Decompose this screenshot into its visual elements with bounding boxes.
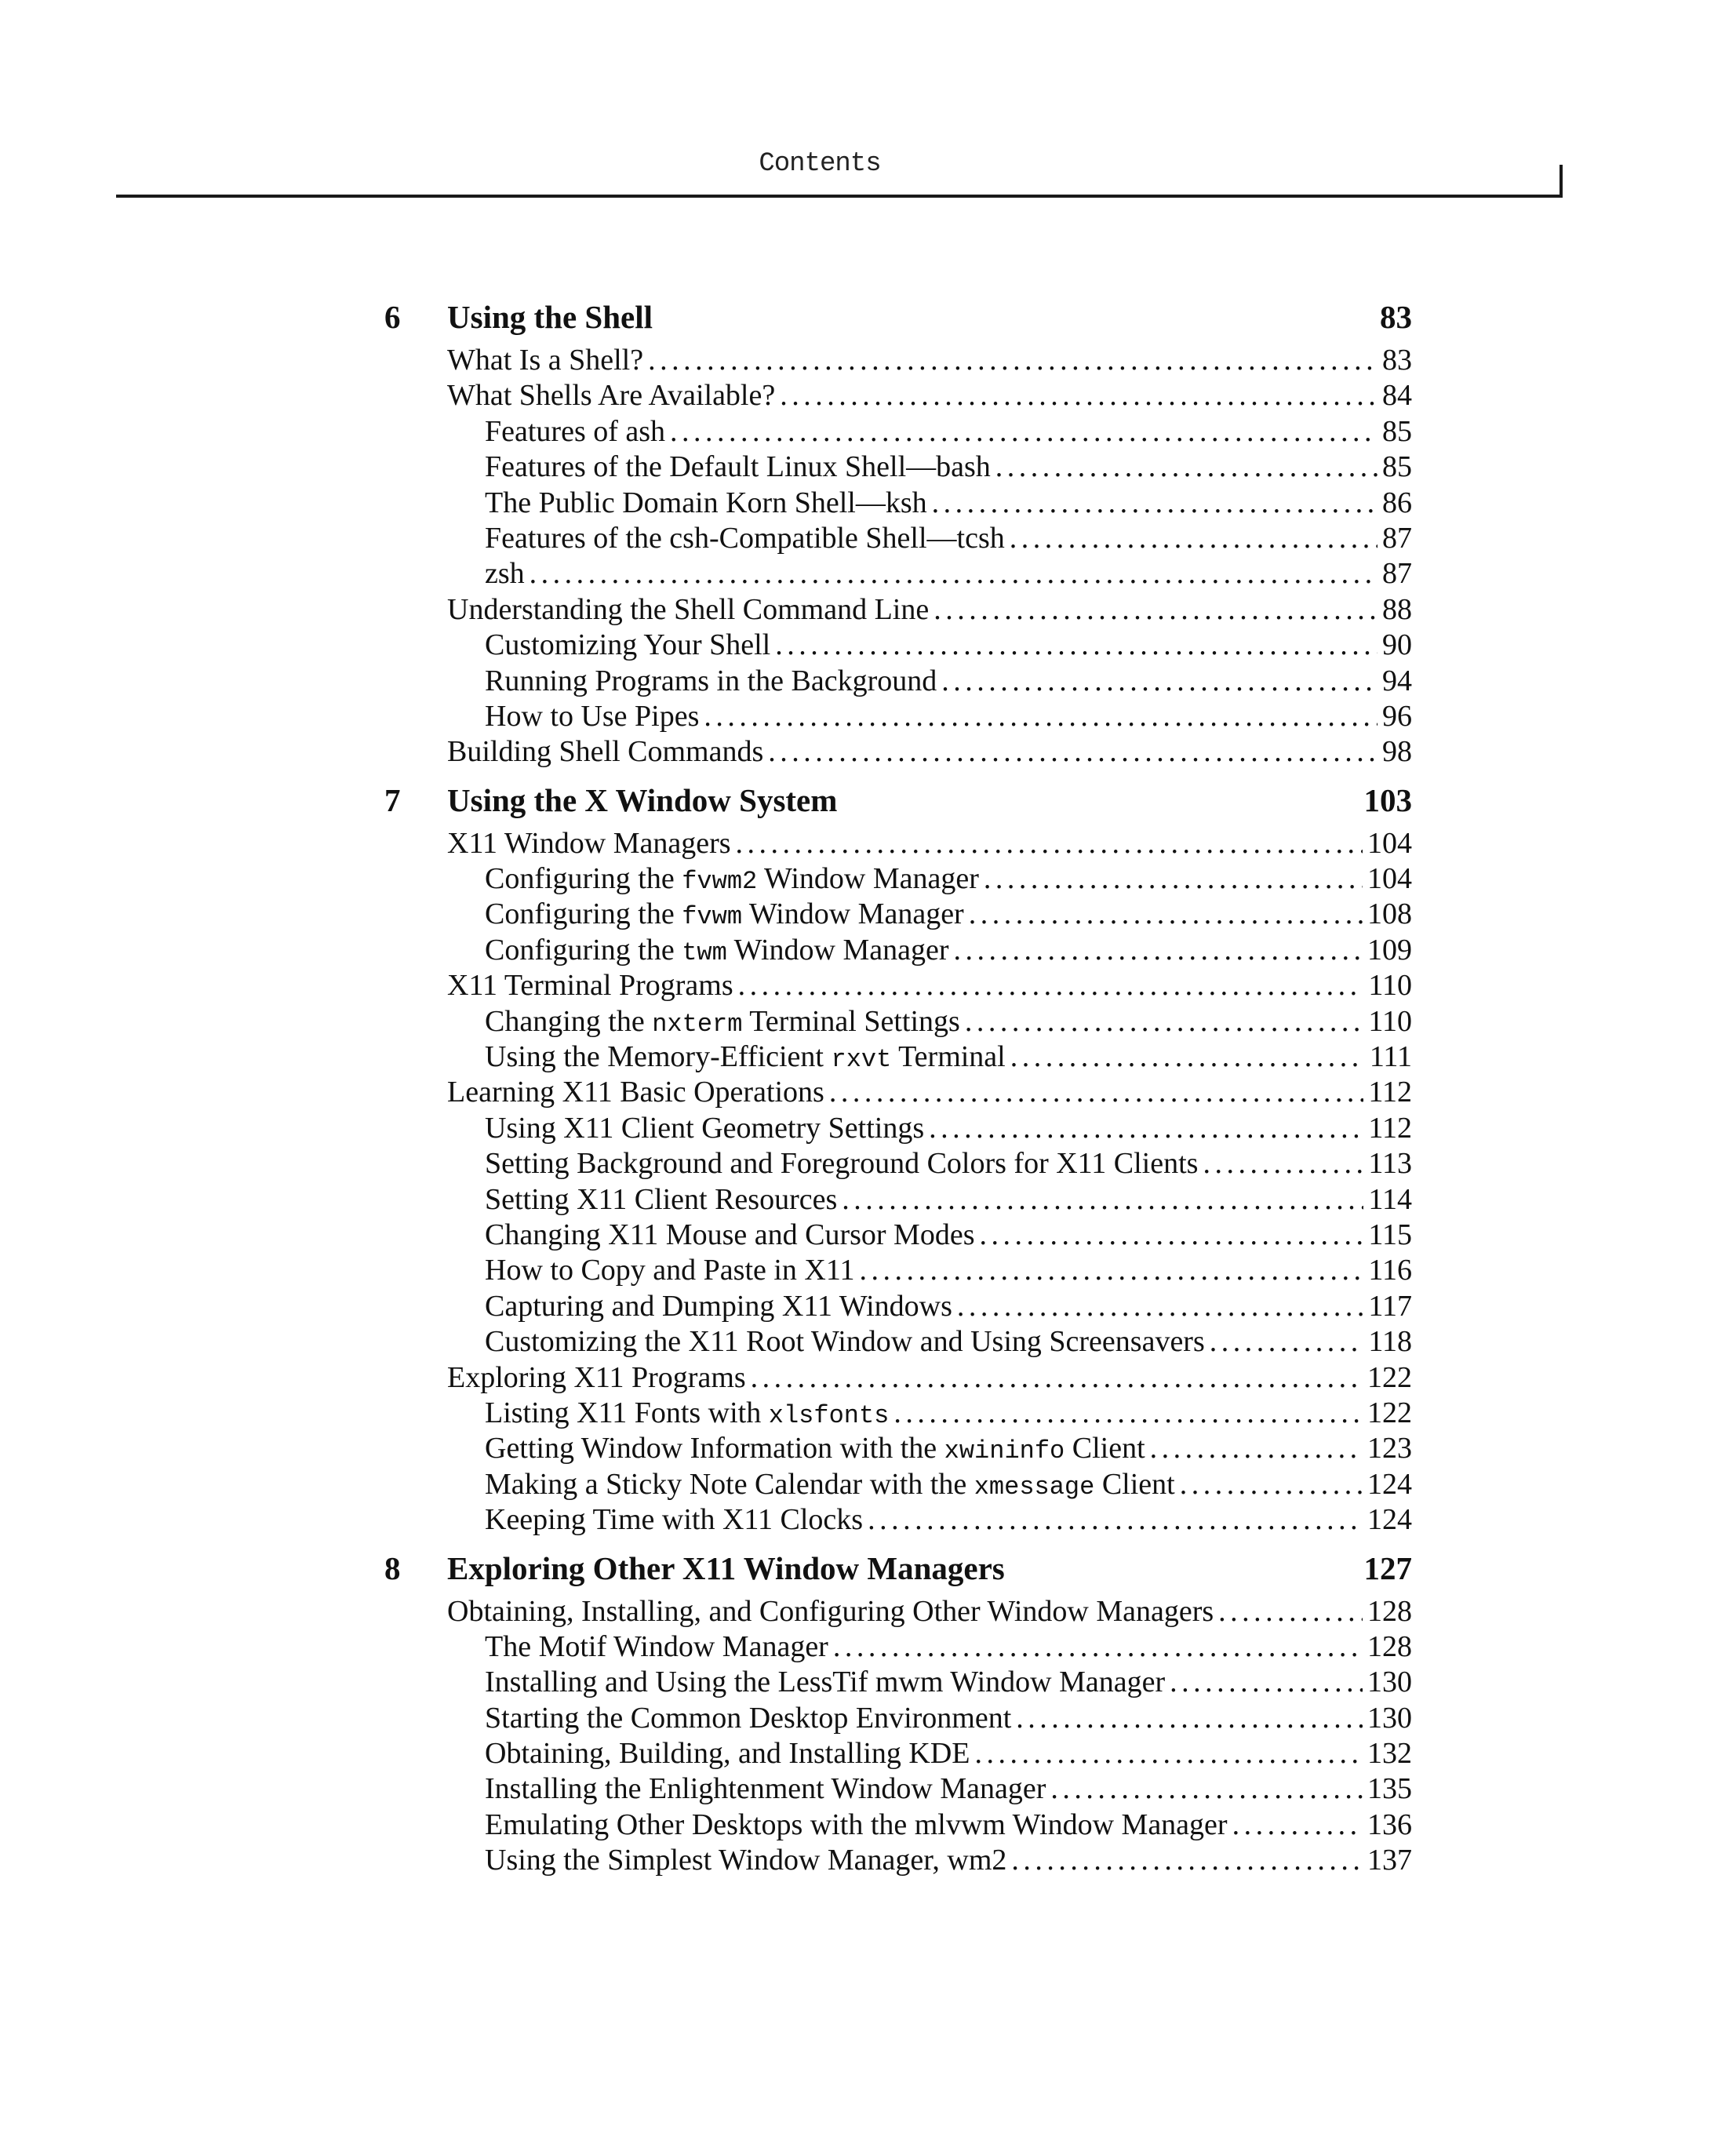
toc-entry[interactable] <box>384 486 1412 521</box>
toc-entry-text: Listing X11 Fonts with <box>485 1396 769 1429</box>
chapter-title: Using the Shell <box>447 299 653 335</box>
dot-leader <box>842 1182 1363 1218</box>
dot-leader <box>932 486 1378 521</box>
toc-entry-code-term: xmessage <box>974 1472 1095 1502</box>
toc-entry-title <box>485 1736 970 1771</box>
toc-entry-page: 83 <box>1382 344 1412 377</box>
header-rule <box>116 195 1561 198</box>
toc-entry-page: 114 <box>1368 1182 1412 1216</box>
chapter-number: 8 <box>384 1549 401 1586</box>
toc-entry-text: Client <box>1094 1467 1175 1501</box>
toc-entry-text: Terminal <box>891 1040 1006 1074</box>
toc-entry-title <box>485 861 979 899</box>
toc-entry-text: Configuring the <box>485 933 682 967</box>
toc-entry-code-term: twm <box>682 937 727 967</box>
toc-entry-title <box>485 664 937 699</box>
toc-entry-title <box>485 1808 1228 1843</box>
toc-entry[interactable] <box>384 521 1412 556</box>
toc-entry-page: 108 <box>1367 897 1412 931</box>
toc-entry-title <box>485 897 964 934</box>
chapter-page: 103 <box>1363 781 1412 818</box>
toc-entry-title <box>485 1289 952 1324</box>
toc-entry-title <box>485 628 770 663</box>
toc-entry[interactable] <box>384 1629 1412 1665</box>
toc-entry-text: Installing and Using the LessTif mwm Window Manager <box>485 1666 1166 1699</box>
toc-entry-text: Features of the csh-Compatible Shell—tcsh <box>485 521 1005 555</box>
toc-entry[interactable] <box>384 826 1412 861</box>
toc-entry-title <box>447 592 929 628</box>
toc-entry-page: 122 <box>1367 1360 1412 1394</box>
toc-entry[interactable] <box>384 1843 1412 1878</box>
dot-leader <box>969 897 1363 932</box>
toc-entry-title <box>447 1360 746 1396</box>
toc-entry-page: 104 <box>1367 862 1412 896</box>
dot-leader <box>957 1289 1364 1324</box>
toc-entry-page: 128 <box>1367 1629 1412 1663</box>
toc-entry-title <box>485 699 699 734</box>
toc-entry-text: Window Manager <box>757 862 979 896</box>
toc-entry-title <box>447 1075 824 1110</box>
toc-entry-title <box>485 1502 863 1538</box>
dot-leader <box>775 628 1378 663</box>
toc-entry-text: The Motif Window Manager <box>485 1629 828 1663</box>
toc-entry-text: How to Copy and Paste in X11 <box>485 1254 855 1287</box>
toc-entry-text: Window Manager <box>742 897 964 931</box>
dot-leader <box>965 1004 1364 1039</box>
toc-entry[interactable] <box>384 1736 1412 1771</box>
toc-entry-title <box>485 450 991 485</box>
toc-entry-page: 85 <box>1382 450 1412 484</box>
toc-entry-text: Learning X11 Basic Operations <box>447 1076 824 1109</box>
toc-entry[interactable] <box>384 450 1412 485</box>
toc-entry-code-term: fvwm <box>682 902 743 932</box>
chapter-heading[interactable] <box>384 294 1412 340</box>
toc-entry-text: Keeping Time with X11 Clocks <box>485 1503 864 1537</box>
dot-leader <box>995 450 1378 485</box>
toc-entry[interactable] <box>384 1771 1412 1807</box>
toc-entry-title <box>485 1843 1006 1878</box>
toc-entry[interactable] <box>384 734 1412 770</box>
toc-entry[interactable] <box>384 1665 1412 1700</box>
running-head: Contents <box>759 149 881 179</box>
toc-entry-code-term: rxvt <box>831 1045 892 1075</box>
toc-entry[interactable] <box>384 1075 1412 1110</box>
dot-leader <box>833 1629 1363 1665</box>
toc-entry-text: Getting Window Information with the <box>485 1432 944 1465</box>
dot-leader <box>738 968 1364 1003</box>
toc-entry-title <box>447 826 731 861</box>
toc-entry[interactable] <box>384 1182 1412 1218</box>
toc-entry-text: Terminal Settings <box>742 1004 960 1038</box>
toc-entry[interactable] <box>384 1146 1412 1181</box>
toc-entry-page: 85 <box>1382 414 1412 448</box>
toc-entry-text: Setting X11 Client Resources <box>485 1182 838 1216</box>
toc-entry-text: Changing the <box>485 1004 653 1038</box>
toc-entry-text: Building Shell Commands <box>447 735 764 769</box>
toc-entry[interactable] <box>384 933 1412 968</box>
toc-entry-text: Configuring the <box>485 897 682 931</box>
toc-entry-text: Obtaining, Installing, and Configuring Other Window Managers <box>447 1594 1214 1628</box>
dot-leader <box>1232 1808 1363 1843</box>
toc-entry-title <box>485 1396 889 1433</box>
dot-leader <box>1010 1039 1365 1075</box>
dot-leader <box>768 734 1378 770</box>
dot-leader <box>1218 1594 1363 1629</box>
toc-entry-text: Window Manager <box>726 933 949 967</box>
dot-leader <box>934 592 1378 628</box>
chapter-entries <box>384 826 1412 1538</box>
toc-entry-page: 94 <box>1382 664 1412 697</box>
toc-entry-text: Configuring the <box>485 862 682 896</box>
toc-entry[interactable] <box>384 628 1412 663</box>
toc-entry[interactable] <box>384 1701 1412 1736</box>
toc-entry-page: 98 <box>1382 735 1412 769</box>
toc-entry-title <box>485 1629 828 1665</box>
toc-entry-page: 130 <box>1367 1701 1412 1735</box>
toc-entry[interactable] <box>384 664 1412 699</box>
dot-leader <box>984 861 1363 897</box>
dot-leader <box>1210 1324 1364 1360</box>
toc-entry-text: Running Programs in the Background <box>485 664 937 697</box>
chapter-page: 83 <box>1380 299 1412 335</box>
toc-entry-text: What Is a Shell? <box>447 344 644 377</box>
toc-entry-text: Installing the Enlightenment Window Manager <box>485 1772 1046 1806</box>
chapter-entries <box>384 1594 1412 1879</box>
toc-entry-title <box>485 521 1005 556</box>
toc-entry-text: zsh <box>485 557 525 591</box>
chapter-heading[interactable] <box>384 777 1412 823</box>
dot-leader <box>1050 1771 1363 1807</box>
toc-entry-title <box>485 1467 1175 1505</box>
toc-entry-text: X11 Terminal Programs <box>447 969 733 1003</box>
dot-leader <box>859 1253 1363 1288</box>
dot-leader <box>975 1736 1363 1771</box>
chapter-title: Exploring Other X11 Window Managers <box>447 1549 1005 1586</box>
toc-entry[interactable] <box>384 1039 1412 1075</box>
chapter-title: Using the X Window System <box>447 781 838 818</box>
toc-entry-text: Features of ash <box>485 414 666 448</box>
dot-leader <box>941 664 1378 699</box>
toc-entry-title <box>485 1039 1006 1077</box>
toc-entry-text: Emulating Other Desktops with the mlvwm Window Manager <box>485 1808 1228 1841</box>
toc-entry-text: Capturing and Dumping X11 Windows <box>485 1289 952 1323</box>
toc-entry[interactable] <box>384 1396 1412 1431</box>
toc-entry-code-term: fvwm2 <box>682 867 758 897</box>
toc-entry-page: 128 <box>1367 1594 1412 1628</box>
toc-entry-page: 124 <box>1367 1503 1412 1537</box>
toc-entry-page: 117 <box>1368 1289 1412 1323</box>
toc-entry[interactable] <box>384 1218 1412 1253</box>
dot-leader <box>1170 1665 1363 1700</box>
toc-entry[interactable] <box>384 378 1412 413</box>
dot-leader <box>980 1218 1364 1253</box>
toc-entry-text: Setting Background and Foreground Colors for X11 Clients <box>485 1147 1199 1181</box>
toc-entry-page: 113 <box>1368 1147 1412 1181</box>
toc-entry-text: Understanding the Shell Command Line <box>447 592 930 626</box>
toc-entry-code-term: xwininfo <box>944 1436 1065 1466</box>
dot-leader <box>1180 1467 1363 1502</box>
dot-leader <box>704 699 1378 734</box>
chapter-number: 6 <box>384 299 401 335</box>
toc-entry-page: 112 <box>1368 1076 1412 1109</box>
toc-entry-text: Making a Sticky Note Calendar with the <box>485 1467 974 1501</box>
toc-entry-page: 135 <box>1367 1772 1412 1806</box>
toc-entry-page: 110 <box>1368 969 1412 1003</box>
dot-leader <box>1150 1431 1363 1466</box>
toc-entry-text: Exploring X11 Programs <box>447 1360 746 1394</box>
toc-entry-title <box>485 556 525 592</box>
toc-entry-code-term: xlsfonts <box>768 1400 890 1430</box>
dot-leader <box>670 414 1378 450</box>
chapter-number: 7 <box>384 781 401 818</box>
toc-entry-title <box>447 343 643 378</box>
toc-entry[interactable] <box>384 1467 1412 1502</box>
toc-entry-page: 136 <box>1367 1808 1412 1841</box>
toc-entry-page: 96 <box>1382 699 1412 733</box>
toc-entry-title <box>485 1111 924 1146</box>
toc-entry-title <box>485 1701 1011 1736</box>
toc-entry-page: 87 <box>1382 557 1412 591</box>
toc-entry-text: Using X11 Client Geometry Settings <box>485 1111 925 1145</box>
toc-entry[interactable] <box>384 1289 1412 1324</box>
toc-entry[interactable] <box>384 1502 1412 1538</box>
toc-entry-text: Features of the Default Linux Shell—bash <box>485 450 991 484</box>
dot-leader <box>868 1502 1363 1538</box>
toc-entry-title <box>447 968 733 1003</box>
toc-entry[interactable] <box>384 1431 1412 1466</box>
toc-entry-title <box>485 1146 1198 1181</box>
dot-leader <box>530 556 1378 592</box>
toc-entry-page: 110 <box>1368 1004 1412 1038</box>
dot-leader <box>1203 1146 1363 1181</box>
toc-entry[interactable] <box>384 1111 1412 1146</box>
toc-entry-text: X11 Window Managers <box>447 826 731 860</box>
toc-entry-title <box>447 734 763 770</box>
chapter-entries <box>384 343 1412 770</box>
toc-entry-title <box>485 1771 1046 1807</box>
toc-entry-title <box>485 1218 975 1253</box>
toc-entry[interactable] <box>384 699 1412 734</box>
toc-entry-page: 122 <box>1367 1396 1412 1429</box>
toc-entry-page: 84 <box>1382 379 1412 413</box>
toc-entry-text: Changing X11 Mouse and Cursor Modes <box>485 1218 975 1251</box>
toc-entry[interactable] <box>384 1253 1412 1288</box>
toc-entry-title <box>485 1324 1205 1360</box>
header-rule-tick <box>1559 165 1563 198</box>
toc-entry-text: Using the Memory-Efficient <box>485 1040 832 1074</box>
toc-entry-text: Customizing Your Shell <box>485 628 771 662</box>
dot-leader <box>648 343 1378 378</box>
toc-entry-title <box>485 1431 1145 1469</box>
toc-entry-page: 132 <box>1367 1737 1412 1771</box>
toc-entry-text: What Shells Are Available? <box>447 379 776 413</box>
toc-entry-page: 112 <box>1368 1111 1412 1145</box>
toc-entry[interactable] <box>384 861 1412 897</box>
dot-leader <box>954 933 1363 968</box>
dot-leader <box>751 1360 1363 1396</box>
toc-entry[interactable] <box>384 1004 1412 1039</box>
toc-entry-text: Client <box>1065 1432 1145 1465</box>
toc-entry-text: Obtaining, Building, and Installing KDE <box>485 1737 970 1771</box>
toc-entry-title <box>447 378 775 413</box>
toc-entry-title <box>485 1665 1165 1700</box>
toc-entry-title <box>485 933 949 970</box>
toc-entry-title <box>485 1182 837 1218</box>
chapter-heading[interactable] <box>384 1545 1412 1591</box>
toc-entry-title <box>485 1253 854 1288</box>
toc-entry-text: Starting the Common Desktop Environment <box>485 1701 1012 1735</box>
toc-entry-title <box>485 414 665 450</box>
table-of-contents <box>384 294 1412 1879</box>
toc-entry-page: 137 <box>1367 1844 1412 1877</box>
toc-entry-page: 130 <box>1367 1666 1412 1699</box>
toc-entry-page: 124 <box>1367 1467 1412 1501</box>
dot-leader <box>736 826 1363 861</box>
dot-leader <box>780 378 1378 413</box>
toc-entry[interactable] <box>384 1324 1412 1360</box>
dot-leader <box>829 1075 1364 1110</box>
toc-entry-title <box>485 486 927 521</box>
toc-entry[interactable] <box>384 556 1412 592</box>
toc-entry-page: 104 <box>1367 826 1412 860</box>
toc-entry[interactable] <box>384 1808 1412 1843</box>
toc-entry[interactable] <box>384 343 1412 378</box>
toc-entry[interactable] <box>384 968 1412 1003</box>
toc-entry[interactable] <box>384 1360 1412 1396</box>
toc-entry-text: How to Use Pipes <box>485 699 700 733</box>
toc-entry[interactable] <box>384 1594 1412 1629</box>
toc-entry-title <box>447 1594 1214 1629</box>
toc-entry-page: 111 <box>1369 1040 1412 1074</box>
toc-entry-page: 88 <box>1382 592 1412 626</box>
toc-entry-page: 116 <box>1368 1254 1412 1287</box>
toc-entry-page: 86 <box>1382 486 1412 519</box>
toc-entry-text: The Public Domain Korn Shell—ksh <box>485 486 927 519</box>
toc-entry[interactable] <box>384 897 1412 932</box>
dot-leader <box>1011 1843 1363 1878</box>
toc-entry-page: 118 <box>1368 1325 1412 1359</box>
toc-entry-text: Customizing the X11 Root Window and Using Screensavers <box>485 1325 1205 1359</box>
toc-entry-page: 87 <box>1382 521 1412 555</box>
toc-entry-page: 115 <box>1368 1218 1412 1251</box>
toc-entry-title <box>485 1004 960 1042</box>
dot-leader <box>929 1111 1363 1146</box>
toc-entry-code-term: nxterm <box>652 1009 743 1039</box>
toc-entry-page: 109 <box>1367 933 1412 967</box>
dot-leader <box>1016 1701 1363 1736</box>
toc-entry[interactable] <box>384 414 1412 450</box>
toc-entry[interactable] <box>384 592 1412 628</box>
toc-entry-page: 90 <box>1382 628 1412 662</box>
dot-leader <box>1010 521 1378 556</box>
toc-entry-text: Using the Simplest Window Manager, wm2 <box>485 1844 1007 1877</box>
toc-entry-page: 123 <box>1367 1432 1412 1465</box>
chapter-page: 127 <box>1363 1549 1412 1586</box>
dot-leader <box>893 1396 1363 1431</box>
